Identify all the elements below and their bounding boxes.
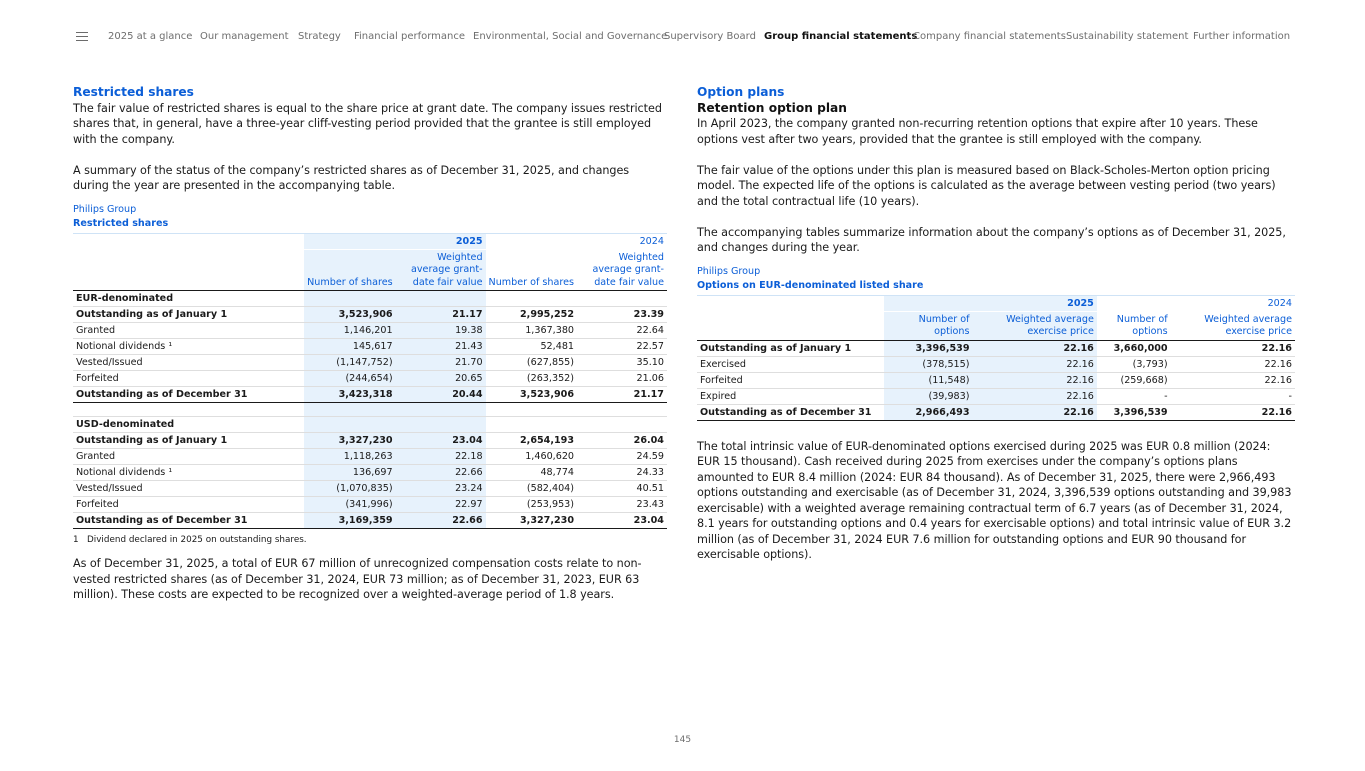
table-cell: 3,660,000 — [1097, 340, 1171, 356]
table-cell: 22.66 — [396, 513, 486, 529]
column-header: Number of options — [1097, 311, 1171, 340]
table-cell: 2,654,193 — [486, 433, 577, 449]
year-2024-header: 2024 — [577, 233, 667, 249]
table-row — [73, 449, 667, 465]
table-cell: (11,548) — [884, 372, 973, 388]
nav-item-at-a-glance[interactable]: 2025 at a glance — [108, 31, 193, 42]
nav-item-group-financial-statements[interactable]: Group financial statements — [764, 31, 918, 42]
table-cell: (263,352) — [486, 371, 577, 387]
nav-item-strategy[interactable]: Strategy — [298, 31, 341, 42]
table-caption-group: Philips Group — [73, 203, 137, 215]
table-cell: 3,169,359 — [304, 513, 395, 529]
column-header: Number of shares — [486, 249, 577, 291]
restricted-shares-table — [73, 233, 667, 530]
column-header: Number of shares — [304, 249, 395, 291]
table-cell: 23.43 — [577, 497, 667, 513]
table-cell: 21.70 — [396, 355, 486, 371]
column-header: Weighted average exercise price — [973, 311, 1097, 340]
row-label: Outstanding as of January 1 — [697, 340, 884, 356]
table-cell: (378,515) — [884, 356, 973, 372]
footnote — [73, 534, 667, 546]
column-header: Weighted average exercise price — [1171, 311, 1295, 340]
table-cell: 22.64 — [577, 323, 667, 339]
footnote-mark: 1 — [73, 535, 79, 545]
table-caption-title: Options on EUR-denominated listed share — [697, 279, 924, 291]
row-label: Exercised — [697, 356, 884, 372]
section-label: USD-denominated — [73, 417, 304, 433]
table-cell: 23.39 — [577, 307, 667, 323]
table-row — [73, 323, 667, 339]
table-cell: 22.16 — [973, 356, 1097, 372]
table-cell: 3,327,230 — [486, 513, 577, 529]
table-row — [73, 433, 667, 449]
table-cell: 23.24 — [396, 481, 486, 497]
year-2025-header: 2025 — [973, 295, 1097, 311]
row-label: Granted — [73, 323, 304, 339]
table-cell: (341,996) — [304, 497, 395, 513]
unrecognized-costs-paragraph: As of December 31, 2025, a total of EUR 67 million of unrecognized compensation costs relate to non-vested restricted shares (as of December 31, 2024, EUR 73 million; as of December 31, 2023, EUR 63 million). These costs are expected to be recognized over a weighted-average period of 1.8 years. — [73, 557, 642, 601]
table-cell: 23.04 — [396, 433, 486, 449]
table-cell: 22.57 — [577, 339, 667, 355]
table-cell: 1,118,263 — [304, 449, 395, 465]
table-row — [73, 465, 667, 481]
table-row — [697, 372, 1295, 388]
restricted-shares-heading: Restricted shares — [73, 85, 194, 99]
table-cell: (1,147,752) — [304, 355, 395, 371]
row-label: Expired — [697, 388, 884, 404]
nav-item-esg[interactable]: Environmental, Social and Governance — [473, 31, 668, 42]
table-cell: 3,327,230 — [304, 433, 395, 449]
table-cell: 3,423,318 — [304, 387, 395, 403]
table-cell: 1,460,620 — [486, 449, 577, 465]
table-caption-group: Philips Group — [697, 265, 761, 277]
row-label: Forfeited — [73, 371, 304, 387]
row-label: Outstanding as of December 31 — [73, 387, 304, 403]
table-row — [697, 404, 1295, 420]
table-cell: 22.66 — [396, 465, 486, 481]
table-cell: 3,396,539 — [1097, 404, 1171, 420]
nav-item-sustainability-statement[interactable]: Sustainability statement — [1066, 31, 1189, 42]
table-row — [73, 355, 667, 371]
table-caption-title: Restricted shares — [73, 217, 169, 229]
table-row — [73, 339, 667, 355]
table-cell: 22.97 — [396, 497, 486, 513]
section-label: EUR-denominated — [73, 291, 304, 307]
row-label: Outstanding as of December 31 — [697, 404, 884, 420]
option-fair-value-paragraph: The fair value of the options under this plan is measured based on Black-Scholes-Merton option pricing model. The expected life of the options is calculated as the average between vesting period (two years) and the total contractual life (10 years). — [697, 163, 1276, 208]
table-cell: 2,995,252 — [486, 307, 577, 323]
table-cell: 22.16 — [1171, 372, 1295, 388]
table-cell: 22.16 — [973, 372, 1097, 388]
row-label: Outstanding as of January 1 — [73, 307, 304, 323]
restricted-shares-intro: The fair value of restricted shares is equal to the share price at grant date. The company issues restricted shares that, in general, have a three-year cliff-vesting period provided that the grantee is still employed with the company. — [73, 101, 662, 146]
option-plan-intro: In April 2023, the company granted non-recurring retention options that expire after 10 years. These options vest after two years, provided that the grantee is still employed with the company. — [697, 117, 1258, 146]
column-header: Weighted average grant-date fair value — [396, 249, 486, 291]
table-cell: 20.65 — [396, 371, 486, 387]
table-cell: - — [1097, 388, 1171, 404]
row-label: Outstanding as of January 1 — [73, 433, 304, 449]
options-table — [697, 295, 1295, 421]
intrinsic-value-paragraph: The total intrinsic value of EUR-denominated options exercised during 2025 was EUR 0.8 million (2024: EUR 15 thousand). Cash received during 2025 from exercises under the company’s options plans amounted to EUR 8.4 million (2024: EUR 84 thousand). As of December 31, 2025, there were 2,966,493 options outstanding and exercisable (as of December 31, 2024, 3,396,539 options outstanding and 39,983 exercisable) with a weighted average remaining contractual term of 6.7 years (as of December 31, 2024, 8.1 years for outstanding options and 0.4 years for exercisable options) and total intrinsic value of EUR 3.2 million (as of December 31, 2024 EUR 7.6 million for outstanding options and EUR 90 thousand for exercisable options). — [697, 439, 1292, 561]
row-label: Forfeited — [697, 372, 884, 388]
table-cell: 26.04 — [577, 433, 667, 449]
table-cell: 22.16 — [1171, 356, 1295, 372]
table-cell: 21.17 — [577, 387, 667, 403]
nav-item-company-financial-statements[interactable]: Company financial statements — [913, 31, 1066, 42]
table-cell: 22.16 — [1171, 404, 1295, 420]
table-cell: 1,367,380 — [486, 323, 577, 339]
nav-item-supervisory-board[interactable]: Supervisory Board — [664, 31, 756, 42]
row-label: Vested/Issued — [73, 481, 304, 497]
table-row — [73, 387, 667, 403]
table-cell: 19.38 — [396, 323, 486, 339]
table-cell: 35.10 — [577, 355, 667, 371]
table-cell: 20.44 — [396, 387, 486, 403]
restricted-shares-summary: A summary of the status of the company’s restricted shares as of December 31, 2025, and changes during the year are presented in the accompanying table. — [73, 163, 630, 192]
table-cell: 48,774 — [486, 465, 577, 481]
nav-item-our-management[interactable]: Our management — [200, 31, 289, 42]
table-cell: 3,523,906 — [486, 387, 577, 403]
table-row — [73, 497, 667, 513]
row-label: Notional dividends ¹ — [73, 465, 304, 481]
table-cell: 3,523,906 — [304, 307, 395, 323]
table-row — [697, 356, 1295, 372]
table-row — [697, 388, 1295, 404]
table-cell: 1,146,201 — [304, 323, 395, 339]
row-label: Vested/Issued — [73, 355, 304, 371]
year-2025-header: 2025 — [396, 233, 486, 249]
table-cell: 145,617 — [304, 339, 395, 355]
table-cell: 22.16 — [973, 388, 1097, 404]
table-cell: (244,654) — [304, 371, 395, 387]
table-cell: (627,855) — [486, 355, 577, 371]
table-row — [73, 307, 667, 323]
table-cell: 21.17 — [396, 307, 486, 323]
left-column — [73, 85, 667, 603]
table-cell: (39,983) — [884, 388, 973, 404]
year-2024-header: 2024 — [1171, 295, 1295, 311]
row-label: Notional dividends ¹ — [73, 339, 304, 355]
table-cell: 23.04 — [577, 513, 667, 529]
option-tables-intro: The accompanying tables summarize information about the company’s options as of December 31, 2025, and changes during the year. — [697, 225, 1286, 254]
table-cell: (582,404) — [486, 481, 577, 497]
table-cell: - — [1171, 388, 1295, 404]
table-cell: 40.51 — [577, 481, 667, 497]
table-cell: (1,070,835) — [304, 481, 395, 497]
table-cell: 22.16 — [973, 340, 1097, 356]
table-cell: 22.16 — [1171, 340, 1295, 356]
table-cell: 52,481 — [486, 339, 577, 355]
row-label: Granted — [73, 449, 304, 465]
nav-item-financial-performance[interactable]: Financial performance — [354, 31, 466, 42]
option-plans-heading: Option plans — [697, 85, 785, 99]
row-label: Outstanding as of December 31 — [73, 513, 304, 529]
table-cell: (3,793) — [1097, 356, 1171, 372]
column-header: Number of options — [884, 311, 973, 340]
hamburger-menu-icon[interactable] — [76, 32, 88, 42]
column-header: Weighted average grant-date fair value — [577, 249, 667, 291]
footnote-text: Dividend declared in 2025 on outstanding shares. — [87, 535, 307, 545]
right-column — [697, 85, 1295, 563]
top-navigation — [0, 0, 1365, 74]
table-cell: 2,966,493 — [884, 404, 973, 420]
page-number: 145 — [673, 735, 692, 745]
table-cell: 136,697 — [304, 465, 395, 481]
table-row — [697, 340, 1295, 356]
table-cell: 3,396,539 — [884, 340, 973, 356]
table-row — [73, 371, 667, 387]
table-row — [73, 513, 667, 529]
table-cell: (253,953) — [486, 497, 577, 513]
table-cell: 22.16 — [973, 404, 1097, 420]
table-cell: 24.59 — [577, 449, 667, 465]
table-cell: (259,668) — [1097, 372, 1171, 388]
retention-option-plan-subheading: Retention option plan — [697, 100, 847, 115]
table-cell: 22.18 — [396, 449, 486, 465]
table-cell: 24.33 — [577, 465, 667, 481]
table-cell: 21.43 — [396, 339, 486, 355]
row-label: Forfeited — [73, 497, 304, 513]
nav-item-further-information[interactable]: Further information — [1193, 31, 1291, 42]
table-row — [73, 481, 667, 497]
table-cell: 21.06 — [577, 371, 667, 387]
